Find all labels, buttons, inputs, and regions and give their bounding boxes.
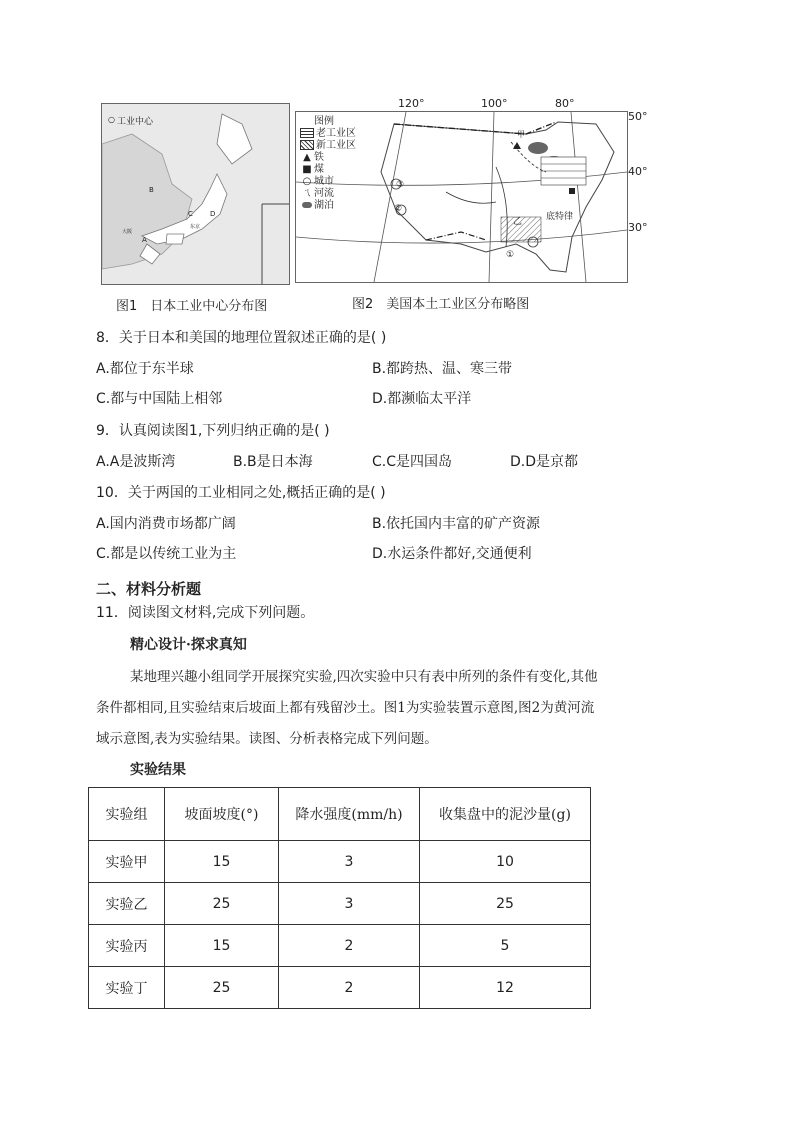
legend-old-industry: 老工业区 — [300, 128, 390, 140]
japan-map-graphic — [102, 104, 289, 284]
legend-city: ○ 城市 — [300, 176, 390, 188]
map-label-yi: 乙 — [513, 217, 523, 227]
table-cell: 12 — [420, 967, 591, 1009]
table-cell: 10 — [420, 841, 591, 883]
fig1-legend-label: 工业中心 — [117, 117, 154, 127]
table-cell: 3 — [279, 883, 420, 925]
city-circle-icon: ○ — [302, 176, 312, 187]
fig1-label-b: B — [149, 186, 154, 194]
q10-option-a[interactable]: A.国内消费市场都广阔 — [96, 516, 236, 532]
material-paragraph-line-3: 域示意图,表为实验结果。读图、分析表格完成下列问题。 — [96, 731, 438, 747]
q9-option-d[interactable]: D.D是京都 — [510, 454, 579, 470]
usa-map — [295, 111, 628, 283]
question-9-stem: 9．认真阅读图1,下列归纳正确的是( ) — [96, 423, 330, 439]
table-cell: 25 — [165, 967, 279, 1009]
iron-triangle-icon: ▲ — [303, 152, 311, 163]
question-8-stem: 8．关于日本和美国的地理位置叙述正确的是( ) — [96, 330, 387, 346]
table-cell: 15 — [165, 841, 279, 883]
table-cell: 2 — [279, 925, 420, 967]
material-subtitle: 精心设计·探求真知 — [130, 637, 247, 653]
table-cell: 实验丁 — [89, 967, 165, 1009]
table-row — [89, 883, 591, 925]
lat-label-30: 30° — [628, 221, 648, 234]
table-header-row — [89, 788, 591, 841]
table-row — [89, 925, 591, 967]
fig2-legend — [300, 116, 390, 212]
material-paragraph-line-1: 某地理兴趣小组同学开展探究实验,四次实验中只有表中所列的条件有变化,其他 — [130, 669, 598, 685]
q9-option-a[interactable]: A.A是波斯湾 — [96, 454, 176, 470]
table-cell: 实验乙 — [89, 883, 165, 925]
results-table — [88, 787, 591, 1009]
q9-option-c[interactable]: C.C是四国岛 — [372, 454, 453, 470]
header-cell: 实验组 — [89, 788, 165, 841]
river-line-icon: ㄟ — [302, 188, 312, 199]
table-cell: 3 — [279, 841, 420, 883]
table-row — [89, 967, 591, 1009]
fig1-city-osaka: 大阪 — [122, 229, 133, 235]
map-label-jia: 甲 — [517, 130, 525, 139]
map-label-n1: ① — [506, 250, 515, 260]
lat-label-40: 40° — [628, 165, 648, 178]
fig1-caption: 图1 日本工业中心分布图 — [116, 299, 268, 314]
q8-option-d[interactable]: D.都濒临太平洋 — [372, 391, 472, 407]
lon-label-120: 120° — [398, 97, 425, 110]
map-label-detroit: 底特律 — [546, 212, 574, 222]
lon-label-80: 80° — [555, 97, 575, 110]
header-cell: 坡面坡度(°) — [165, 788, 279, 841]
table-cell: 2 — [279, 967, 420, 1009]
fig1-label-a: A — [142, 236, 147, 244]
legend-coal: ■ 煤 — [300, 164, 390, 176]
q10-option-b[interactable]: B.依托国内丰富的矿产资源 — [372, 516, 541, 532]
legend-iron: ▲ 铁 — [300, 152, 390, 164]
legend-lake: 湖泊 — [300, 200, 390, 212]
fig1-label-d: D — [210, 210, 216, 218]
lon-label-100: 100° — [481, 97, 508, 110]
question-11-stem: 11．阅读图文材料,完成下列问题。 — [96, 605, 315, 621]
table-cell: 15 — [165, 925, 279, 967]
legend-river: ㄟ 河流 — [302, 188, 334, 199]
table-title: 实验结果 — [130, 762, 186, 778]
legend-title: 图例 — [314, 116, 334, 127]
fig2-caption: 图2 美国本土工业区分布略图 — [352, 297, 530, 312]
japan-map — [101, 103, 290, 285]
fig1-city-tokyo: 东京 — [190, 224, 201, 230]
q10-option-c[interactable]: C.都是以传统工业为主 — [96, 546, 237, 562]
q8-option-b[interactable]: B.都跨热、温、寒三带 — [372, 361, 513, 377]
table-cell: 25 — [420, 883, 591, 925]
material-paragraph-line-2: 条件都相同,且实验结束后坡面上都有残留沙土。图1为实验装置示意图,图2为黄河流 — [96, 700, 595, 716]
q8-option-c[interactable]: C.都与中国陆上相邻 — [96, 391, 223, 407]
lat-label-50: 50° — [628, 110, 648, 123]
coal-square-icon: ■ — [302, 164, 312, 175]
table-cell: 25 — [165, 883, 279, 925]
q9-option-b[interactable]: B.B是日本海 — [233, 454, 313, 470]
old-industry-swatch-icon — [300, 128, 314, 138]
question-10-stem: 10．关于两国的工业相同之处,概括正确的是( ) — [96, 485, 386, 501]
header-cell: 收集盘中的泥沙量(g) — [420, 788, 591, 841]
header-cell: 降水强度(mm/h) — [279, 788, 420, 841]
legend-new-industry: 新工业区 — [300, 140, 390, 152]
table-cell: 实验丙 — [89, 925, 165, 967]
map-label-n2: ② — [394, 204, 403, 214]
legend-dot-icon: ○ — [108, 115, 115, 124]
section-2-title: 二、材料分析题 — [96, 580, 202, 598]
q8-option-a[interactable]: A.都位于东半球 — [96, 361, 194, 377]
q10-option-d[interactable]: D.水运条件都好,交通便利 — [372, 546, 532, 562]
table-cell: 5 — [420, 925, 591, 967]
lake-blob-icon — [302, 202, 312, 208]
table-row — [89, 841, 591, 883]
map-label-n3: ③ — [396, 180, 405, 190]
fig1-label-c: C — [188, 210, 193, 218]
new-industry-swatch-icon — [300, 140, 314, 150]
table-cell: 实验甲 — [89, 841, 165, 883]
